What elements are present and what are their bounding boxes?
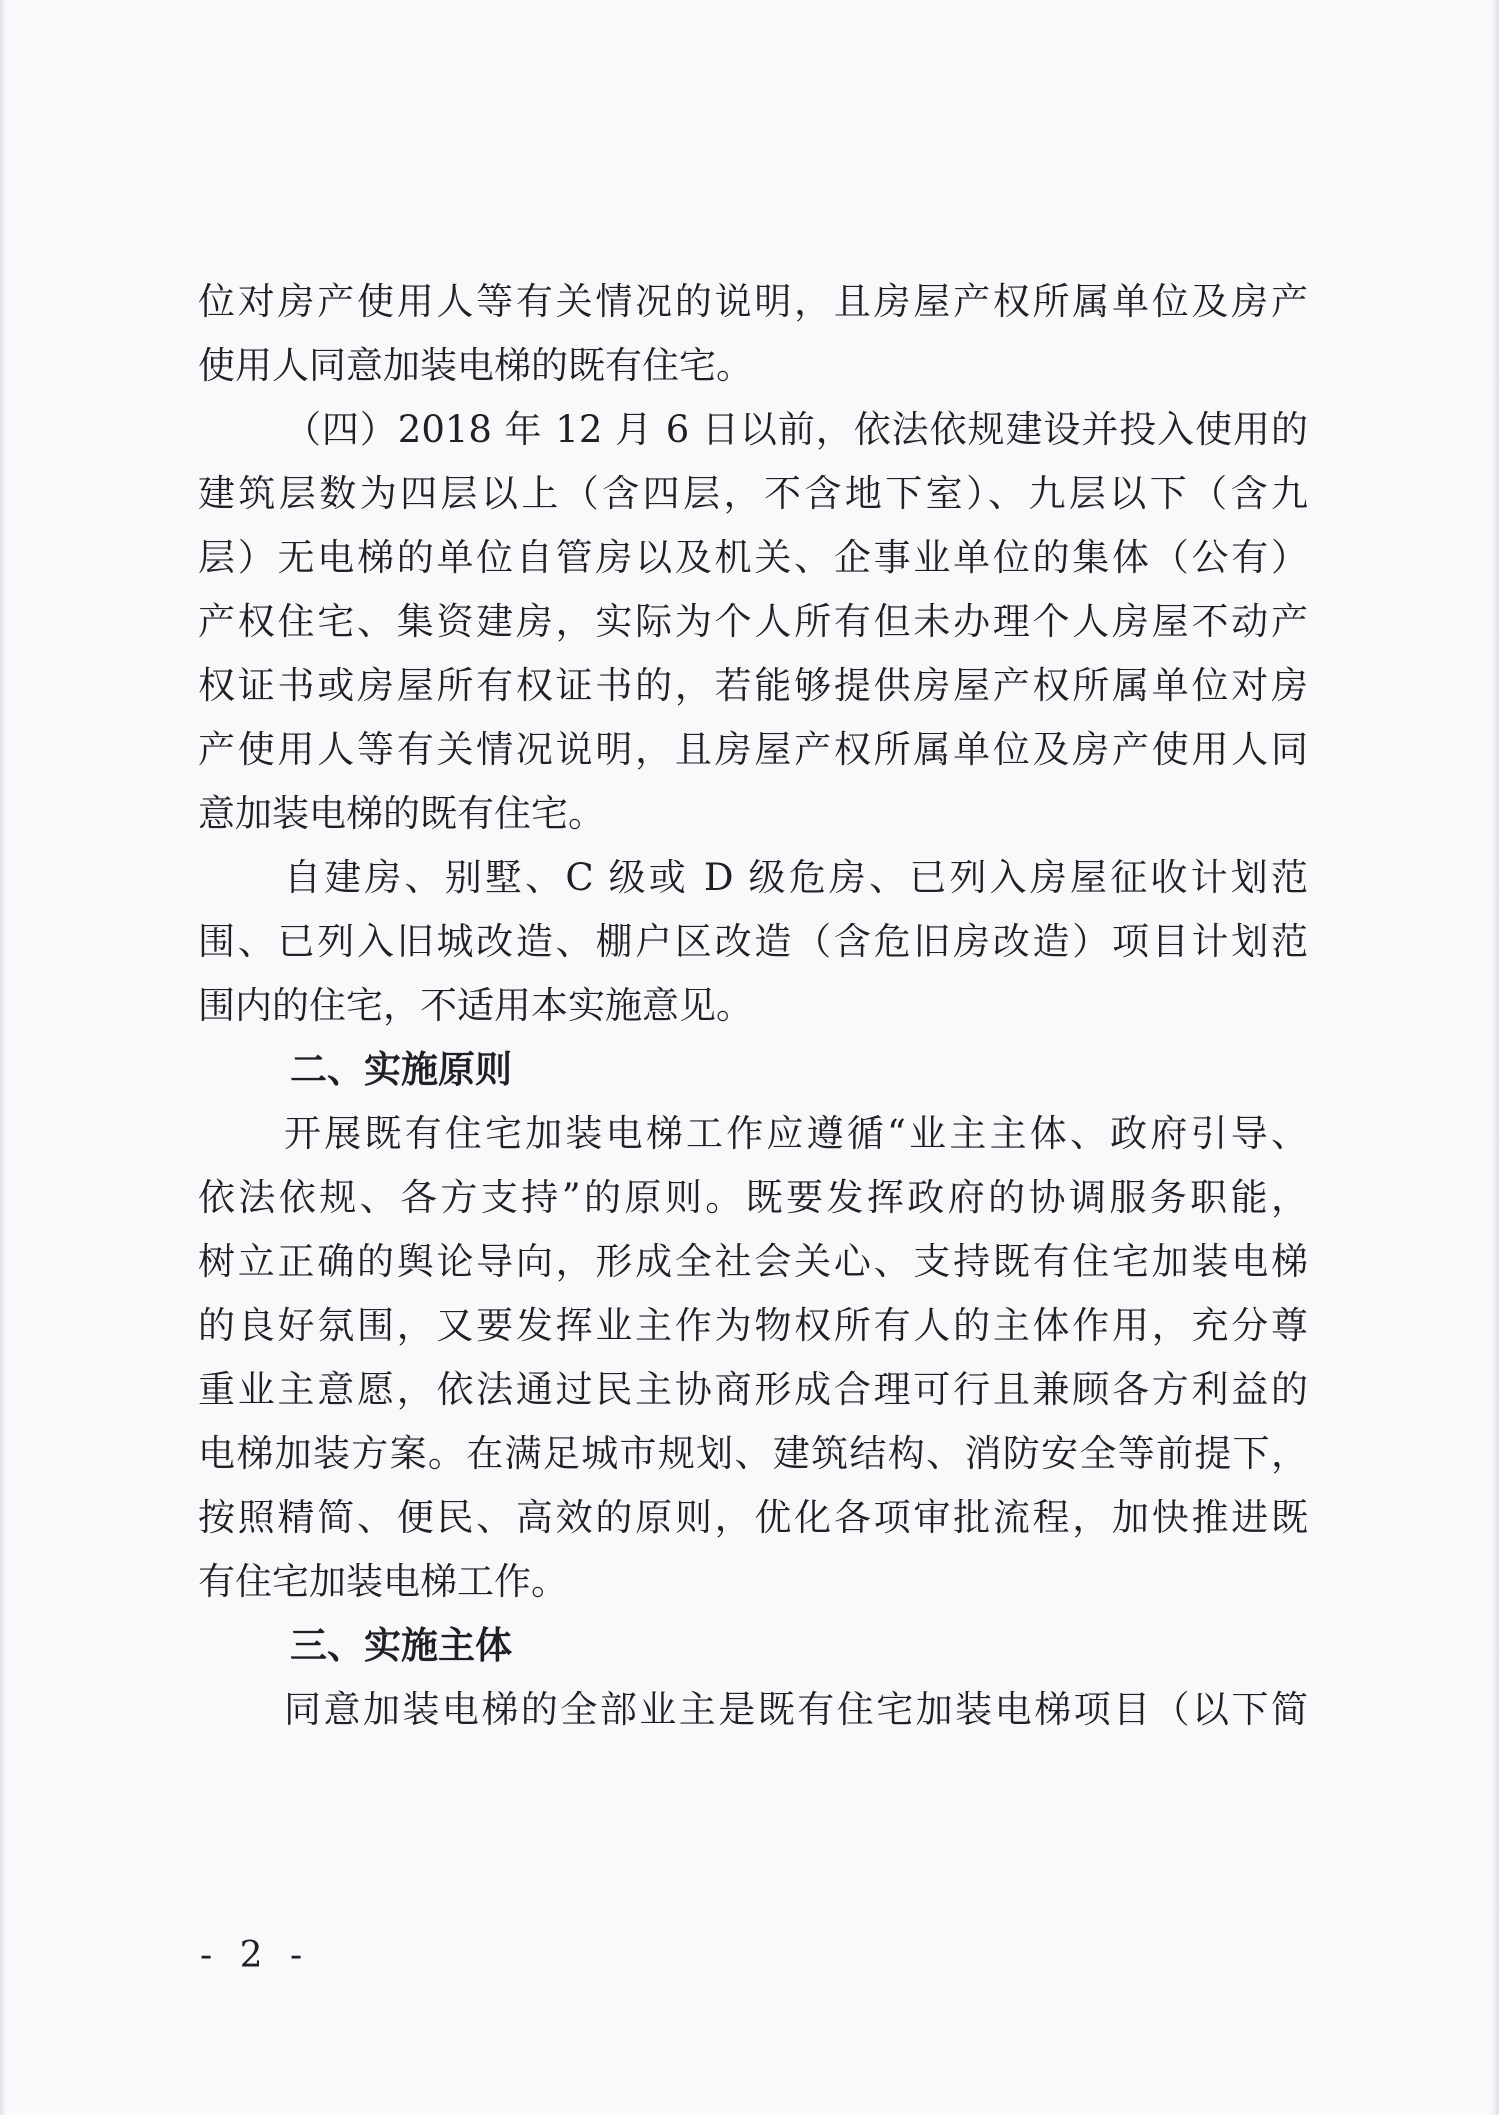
text-line: 位对房产使用人等有关情况的说明，且房屋产权所属单位及房产 [198, 280, 1308, 323]
text-line: 意加装电梯的既有住宅。 [198, 792, 605, 835]
text-line: （四）2018 年 12 月 6 日以前，依法依规建设并投入使用的 [284, 408, 1308, 451]
paragraph-principles [198, 1102, 1308, 1614]
text-line: 按照精简、便民、高效的原则，优化各项审批流程，加快推进既 [198, 1496, 1308, 1539]
section-heading-principles: 二、实施原则 [290, 1048, 512, 1091]
text-line: 依法依规、各方支持”的原则。既要发挥政府的协调服务职能， [198, 1176, 1308, 1219]
text-line: 围、已列入旧城改造、棚户区改造（含危旧房改造）项目计划范 [198, 920, 1308, 963]
text-line: 围内的住宅，不适用本实施意见。 [198, 984, 753, 1027]
text-line: 同意加装电梯的全部业主是既有住宅加装电梯项目（以下简 [284, 1688, 1308, 1731]
text-line: 重业主意愿，依法通过民主协商形成合理可行且兼顾各方利益的 [198, 1368, 1308, 1411]
text-line: 自建房、别墅、C 级或 D 级危房、已列入房屋征收计划范 [284, 856, 1308, 899]
document-body [198, 270, 1308, 1742]
text-line: 权证书或房屋所有权证书的，若能够提供房屋产权所属单位对房 [198, 664, 1308, 707]
text-line: 电梯加装方案。在满足城市规划、建筑结构、消防安全等前提下， [198, 1432, 1308, 1475]
text-line: 建筑层数为四层以上（含四层，不含地下室）、九层以下（含九 [198, 472, 1308, 515]
paragraph-subject [198, 1678, 1308, 1742]
section-heading-subject: 三、实施主体 [290, 1624, 512, 1667]
scan-edge-right [1491, 0, 1499, 2115]
text-line: 有住宅加装电梯工作。 [198, 1560, 568, 1603]
text-line: 层）无电梯的单位自管房以及机关、企事业单位的集体（公有） [198, 536, 1308, 579]
text-line: 树立正确的舆论导向，形成全社会关心、支持既有住宅加装电梯 [198, 1240, 1308, 1283]
text-line: 使用人同意加装电梯的既有住宅。 [198, 344, 753, 387]
text-line: 的良好氛围，又要发挥业主作为物权所有人的主体作用，充分尊 [198, 1304, 1308, 1347]
page-number: - 2 - [200, 1935, 311, 1976]
text-line: 产使用人等有关情况说明，且房屋产权所属单位及房产使用人同 [198, 728, 1308, 771]
text-line: 产权住宅、集资建房，实际为个人所有但未办理个人房屋不动产 [198, 600, 1308, 643]
text-line: 开展既有住宅加装电梯工作应遵循“业主主体、政府引导、 [284, 1112, 1308, 1155]
paragraph-exclusions [198, 846, 1308, 1038]
paragraph-continuation [198, 270, 1308, 398]
scan-edge-left [0, 0, 6, 2115]
paragraph-item-4 [198, 398, 1308, 846]
